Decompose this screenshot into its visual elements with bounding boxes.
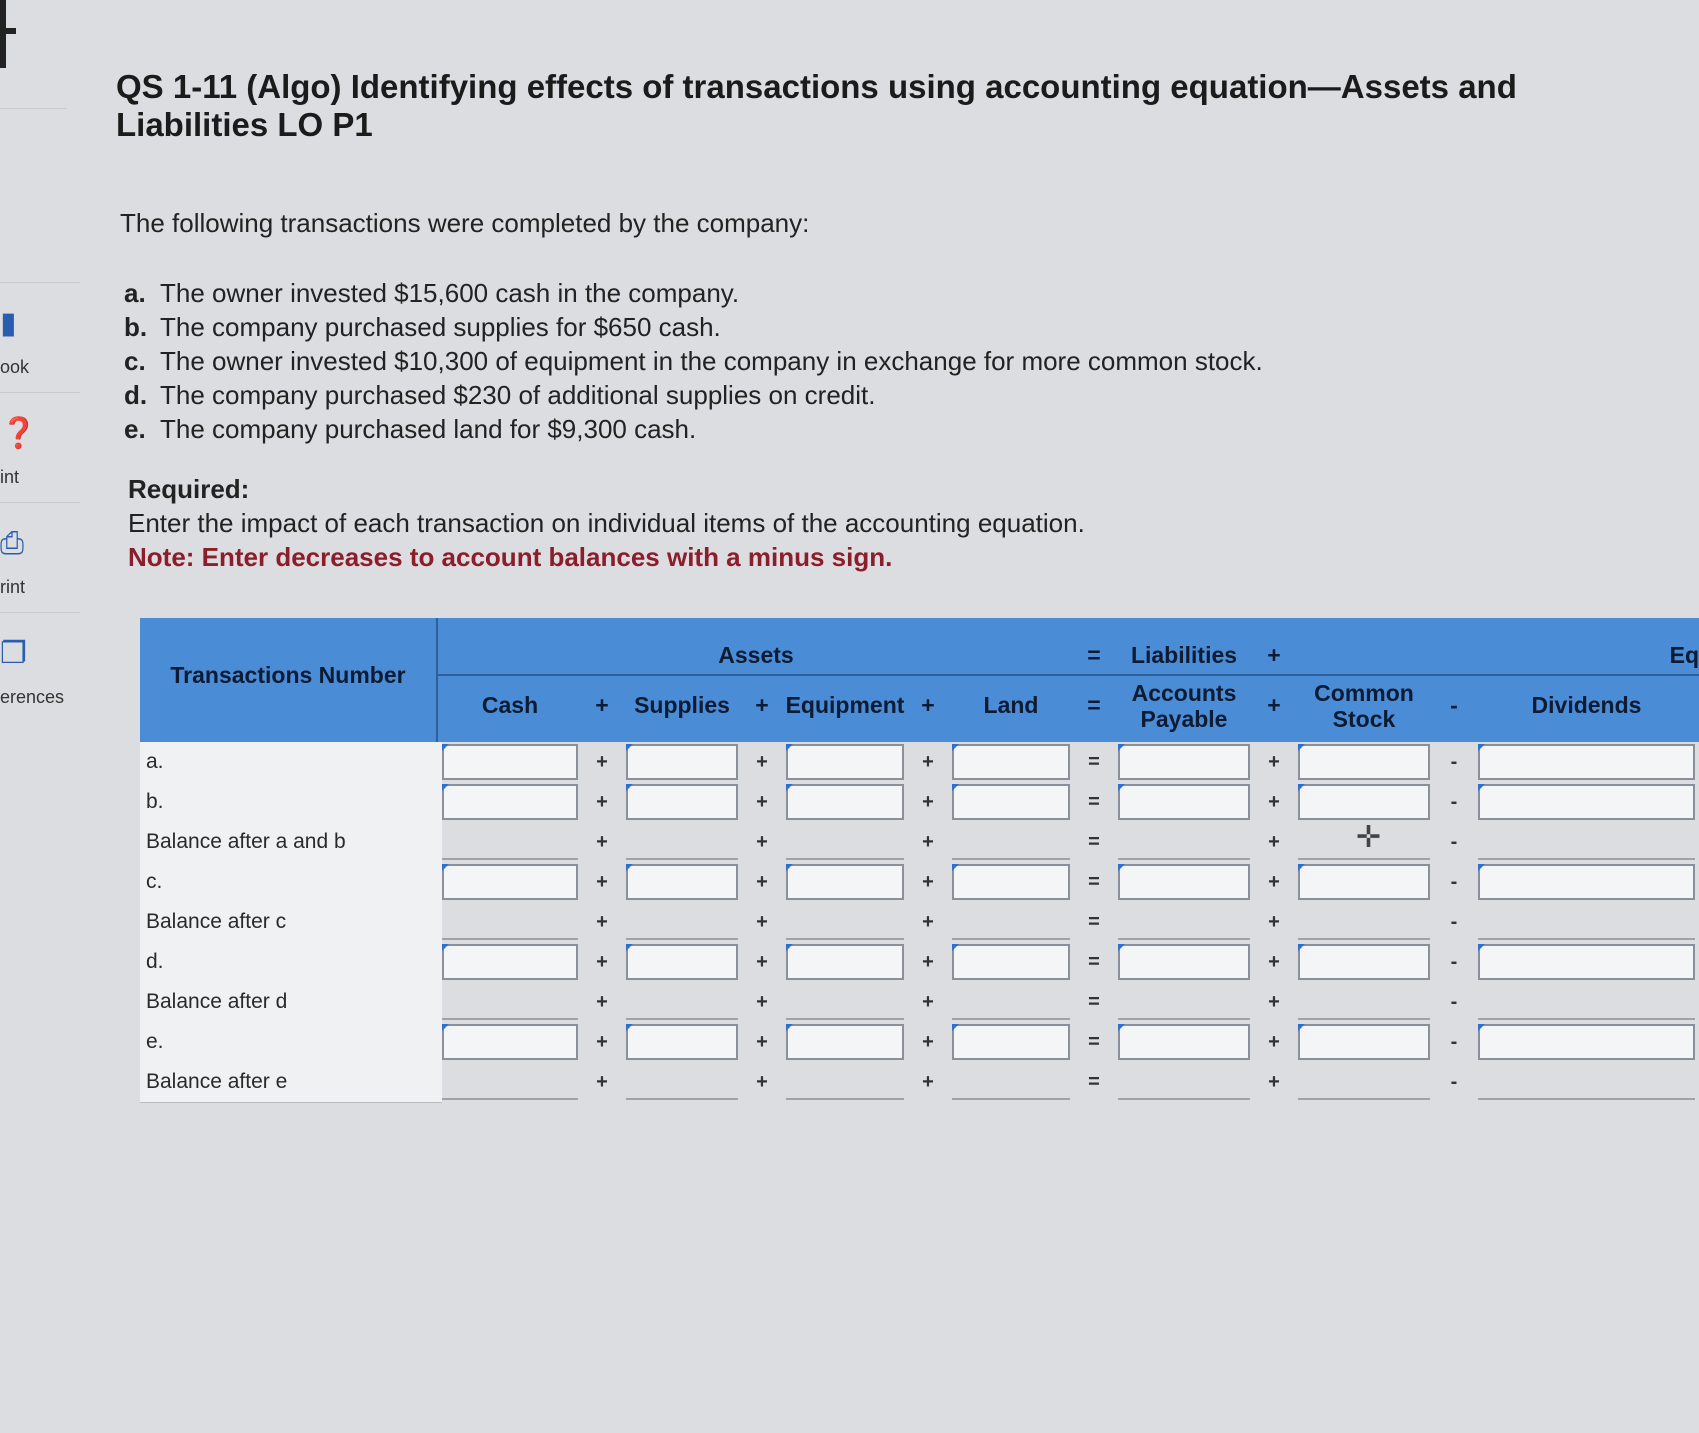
operator-plus: + bbox=[1268, 871, 1280, 893]
cash-input[interactable] bbox=[442, 944, 578, 980]
operator-plus: + bbox=[1268, 791, 1280, 813]
land-input[interactable] bbox=[952, 784, 1070, 820]
sidebar-item-label: int bbox=[0, 467, 20, 487]
operator-plus: + bbox=[1268, 751, 1280, 773]
operator-plus: + bbox=[596, 871, 608, 893]
operator-equals: = bbox=[1088, 871, 1100, 893]
operator-plus: + bbox=[756, 1031, 768, 1053]
header-assets: Assets bbox=[718, 642, 794, 668]
dividends-input bbox=[1478, 904, 1695, 940]
equipment-input[interactable] bbox=[786, 744, 904, 780]
hint-icon: ❓ bbox=[0, 417, 38, 450]
operator-plus: + bbox=[596, 1071, 608, 1093]
operator-equals: = bbox=[1088, 1071, 1100, 1093]
land-input[interactable] bbox=[952, 944, 1070, 980]
supplies-input[interactable] bbox=[626, 784, 738, 820]
operator-plus: + bbox=[1268, 991, 1280, 1013]
row-label: e. bbox=[140, 1022, 442, 1063]
sidebar-item-label: rint bbox=[0, 577, 26, 597]
operator-minus: - bbox=[1450, 1071, 1458, 1093]
cash-input bbox=[442, 824, 578, 860]
book-icon: ▮ bbox=[0, 307, 17, 340]
operator-plus: + bbox=[756, 911, 768, 933]
operator-equals: = bbox=[1088, 951, 1100, 973]
dividends-input bbox=[1478, 1064, 1695, 1100]
row-label: d. bbox=[140, 942, 442, 983]
operator-plus: + bbox=[1268, 951, 1280, 973]
cash-input[interactable] bbox=[442, 1024, 578, 1060]
operator-minus: - bbox=[1450, 1031, 1458, 1053]
common-stock-input bbox=[1298, 984, 1430, 1020]
equipment-input[interactable] bbox=[786, 864, 904, 900]
operator-plus: + bbox=[922, 911, 934, 933]
header-op: + bbox=[1267, 692, 1281, 718]
list-item: c. The owner invested $10,300 of equipment in the company in exchange for more common stock. bbox=[124, 346, 1263, 376]
land-input bbox=[952, 1064, 1070, 1100]
print-icon: ⎙ bbox=[0, 527, 24, 560]
common-stock-input[interactable] bbox=[1298, 864, 1430, 900]
row-label: a. bbox=[140, 742, 442, 783]
operator-plus: + bbox=[1268, 1031, 1280, 1053]
operator-plus: + bbox=[922, 1031, 934, 1053]
common-stock-input[interactable] bbox=[1298, 1024, 1430, 1060]
equipment-input bbox=[786, 904, 904, 940]
operator-equals: = bbox=[1088, 751, 1100, 773]
operator-equals: = bbox=[1088, 791, 1100, 813]
operator-plus: + bbox=[922, 831, 934, 853]
common-stock-input[interactable] bbox=[1298, 944, 1430, 980]
equipment-input[interactable] bbox=[786, 944, 904, 980]
accounts-payable-input bbox=[1118, 904, 1250, 940]
left-sidebar bbox=[0, 0, 80, 740]
operator-minus: - bbox=[1450, 791, 1458, 813]
row-label: Balance after d bbox=[140, 982, 442, 1023]
equipment-input[interactable] bbox=[786, 1024, 904, 1060]
list-item: a. The owner invested $15,600 cash in the company. bbox=[124, 278, 740, 308]
required-heading: Required: bbox=[128, 474, 250, 504]
operator-plus: + bbox=[756, 1071, 768, 1093]
sidebar-item-print[interactable] bbox=[0, 502, 80, 613]
land-input bbox=[952, 824, 1070, 860]
operator-plus: + bbox=[756, 991, 768, 1013]
list-item: b. The company purchased supplies for $650 cash. bbox=[124, 312, 721, 342]
land-input[interactable] bbox=[952, 864, 1070, 900]
header-equals: = bbox=[1087, 642, 1101, 668]
operator-minus: - bbox=[1450, 871, 1458, 893]
operator-plus: + bbox=[922, 1071, 934, 1093]
accounts-payable-input bbox=[1118, 824, 1250, 860]
required-text: Enter the impact of each transaction on individual items of the accounting equation. bbox=[128, 508, 1085, 538]
operator-plus: + bbox=[596, 911, 608, 933]
operator-plus: + bbox=[922, 871, 934, 893]
dividends-input[interactable] bbox=[1478, 944, 1695, 980]
table-header bbox=[140, 618, 1699, 742]
header-divider bbox=[436, 618, 438, 742]
operator-plus: + bbox=[756, 951, 768, 973]
accounts-payable-input[interactable] bbox=[1118, 744, 1250, 780]
operator-plus: + bbox=[1268, 831, 1280, 853]
dividends-input bbox=[1478, 984, 1695, 1020]
question-intro: The following transactions were completed by the company: bbox=[120, 208, 810, 238]
common-stock-input bbox=[1298, 1064, 1430, 1100]
dividends-input bbox=[1478, 824, 1695, 860]
row-label: Balance after c bbox=[140, 902, 442, 943]
transaction-list bbox=[124, 276, 1263, 446]
operator-plus: + bbox=[756, 751, 768, 773]
question-title: QS 1-11 (Algo) Identifying effects of transactions using accounting equation—Assets and Liabilities LO P1 bbox=[116, 68, 1517, 143]
cash-input bbox=[442, 904, 578, 940]
accounts-payable-input[interactable] bbox=[1118, 1024, 1250, 1060]
references-icon: ❐ bbox=[0, 637, 27, 670]
operator-plus: + bbox=[596, 831, 608, 853]
common-stock-input bbox=[1298, 904, 1430, 940]
cash-input bbox=[442, 984, 578, 1020]
dividends-input[interactable] bbox=[1478, 864, 1695, 900]
accounting-equation-table bbox=[140, 618, 1699, 1108]
supplies-input bbox=[626, 824, 738, 860]
land-input[interactable] bbox=[952, 1024, 1070, 1060]
header-equipment: Equipment bbox=[785, 692, 905, 718]
header-equity: Eq bbox=[1669, 642, 1699, 668]
operator-plus: + bbox=[1268, 911, 1280, 933]
operator-minus: - bbox=[1450, 951, 1458, 973]
dividends-input[interactable] bbox=[1478, 744, 1695, 780]
operator-plus: + bbox=[922, 791, 934, 813]
list-item: e. The company purchased land for $9,300 cash. bbox=[124, 414, 697, 444]
cash-input[interactable] bbox=[442, 864, 578, 900]
row-label: Balance after a and b bbox=[140, 822, 442, 863]
supplies-input[interactable] bbox=[626, 744, 738, 780]
operator-plus: + bbox=[596, 1031, 608, 1053]
operator-plus: + bbox=[1268, 1071, 1280, 1093]
equipment-input bbox=[786, 984, 904, 1020]
dividends-input[interactable] bbox=[1478, 784, 1695, 820]
header-common-stock: Common Stock bbox=[1314, 680, 1414, 732]
header-transactions-number: Transactions Number bbox=[170, 662, 406, 688]
operator-plus: + bbox=[756, 831, 768, 853]
accounts-payable-input[interactable] bbox=[1118, 944, 1250, 980]
accounts-payable-input bbox=[1118, 1064, 1250, 1100]
operator-equals: = bbox=[1088, 911, 1100, 933]
equipment-input bbox=[786, 1064, 904, 1100]
accounts-payable-input bbox=[1118, 984, 1250, 1020]
header-land: Land bbox=[983, 692, 1039, 718]
operator-equals: = bbox=[1088, 1031, 1100, 1053]
operator-plus: + bbox=[922, 991, 934, 1013]
operator-plus: + bbox=[596, 991, 608, 1013]
required-section bbox=[128, 472, 1085, 574]
sidebar-item-ebook[interactable] bbox=[0, 282, 80, 393]
sidebar-item-hint[interactable] bbox=[0, 392, 80, 503]
sidebar-item-label: ook bbox=[0, 357, 30, 377]
cash-input[interactable] bbox=[442, 744, 578, 780]
cash-input bbox=[442, 1064, 578, 1100]
header-cash: Cash bbox=[481, 692, 539, 718]
row-label: c. bbox=[140, 862, 442, 903]
header-plus: + bbox=[1267, 642, 1281, 668]
operator-minus: - bbox=[1450, 911, 1458, 933]
operator-plus: + bbox=[756, 871, 768, 893]
cash-input[interactable] bbox=[442, 784, 578, 820]
move-cursor-icon: ✛ bbox=[1356, 821, 1382, 854]
operator-plus: + bbox=[756, 791, 768, 813]
equipment-input bbox=[786, 824, 904, 860]
land-input bbox=[952, 984, 1070, 1020]
sidebar-top bbox=[0, 0, 66, 109]
operator-minus: - bbox=[1450, 991, 1458, 1013]
header-op: - bbox=[1450, 692, 1458, 718]
sidebar-item-label: erences bbox=[0, 687, 65, 707]
supplies-input[interactable] bbox=[626, 1024, 738, 1060]
accounts-payable-input[interactable] bbox=[1118, 864, 1250, 900]
list-item: d. The company purchased $230 of additional supplies on credit. bbox=[124, 380, 876, 410]
supplies-input bbox=[626, 984, 738, 1020]
supplies-input[interactable] bbox=[626, 944, 738, 980]
header-op: + bbox=[595, 692, 609, 718]
header-op: + bbox=[921, 692, 935, 718]
common-stock-input[interactable] bbox=[1298, 744, 1430, 780]
operator-minus: - bbox=[1450, 751, 1458, 773]
sidebar-item-references[interactable] bbox=[0, 612, 80, 723]
operator-equals: = bbox=[1088, 991, 1100, 1013]
header-accounts-payable: Accounts Payable bbox=[1131, 680, 1237, 732]
land-input[interactable] bbox=[952, 744, 1070, 780]
accounts-payable-input[interactable] bbox=[1118, 784, 1250, 820]
header-op: + bbox=[755, 692, 769, 718]
supplies-input bbox=[626, 904, 738, 940]
note-text: Note: Enter decreases to account balances with a minus sign. bbox=[128, 542, 893, 572]
operator-plus: + bbox=[922, 751, 934, 773]
header-op: = bbox=[1087, 692, 1101, 718]
operator-plus: + bbox=[596, 791, 608, 813]
operator-plus: + bbox=[596, 751, 608, 773]
common-stock-input[interactable] bbox=[1298, 784, 1430, 820]
supplies-input[interactable] bbox=[626, 864, 738, 900]
header-liabilities: Liabilities bbox=[1130, 642, 1238, 668]
row-label: b. bbox=[140, 782, 442, 823]
header-divider bbox=[438, 674, 1699, 676]
operator-equals: = bbox=[1088, 831, 1100, 853]
sidebar-marker bbox=[0, 0, 6, 68]
header-supplies: Supplies bbox=[634, 692, 730, 718]
operator-plus: + bbox=[922, 951, 934, 973]
operator-minus: - bbox=[1450, 831, 1458, 853]
supplies-input bbox=[626, 1064, 738, 1100]
dividends-input[interactable] bbox=[1478, 1024, 1695, 1060]
header-dividends: Dividends bbox=[1531, 692, 1642, 718]
sidebar-marker-cross bbox=[0, 28, 16, 34]
equipment-input[interactable] bbox=[786, 784, 904, 820]
row-label: Balance after e bbox=[140, 1062, 442, 1103]
operator-plus: + bbox=[596, 951, 608, 973]
land-input bbox=[952, 904, 1070, 940]
